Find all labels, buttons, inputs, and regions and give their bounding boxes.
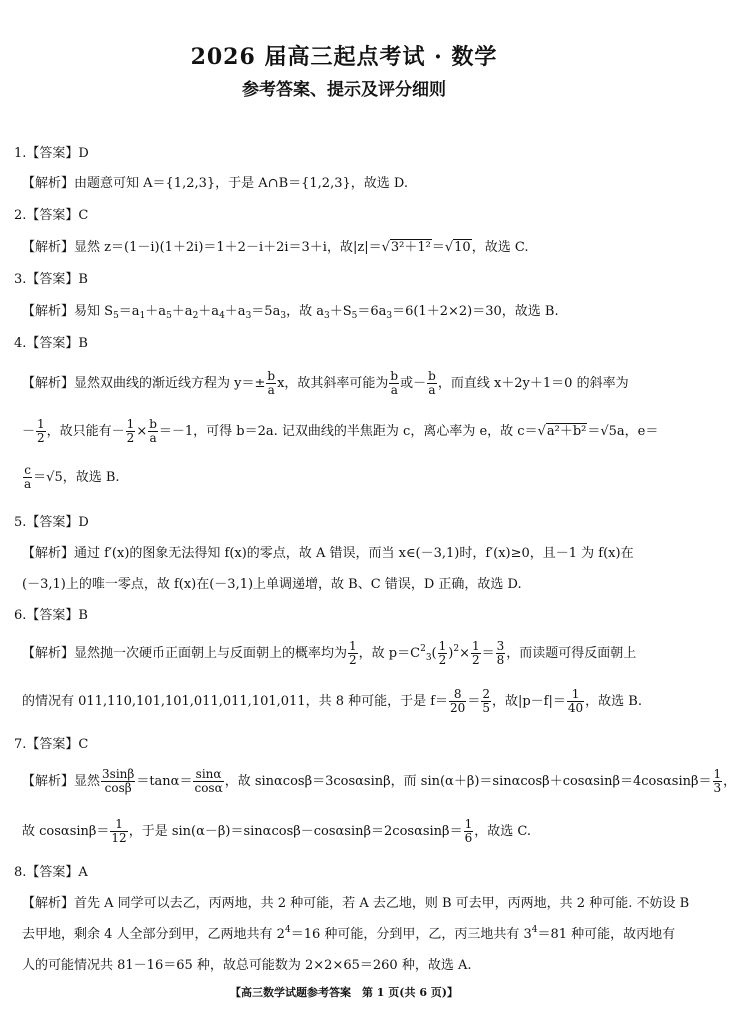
question-4-answer: 4.【答案】B — [14, 336, 88, 351]
question-3-answer: 3.【答案】B — [14, 272, 88, 287]
question-3-analysis: 【解析】易知 $S_5=a_1+a_5+a_2+a_4+a_3=5a_3$，故 $a_3+S_5=6a_3=6(1+2\times 2)=30$，故选 B. — [22, 304, 559, 321]
question-2-analysis: 【解析】显然 z＝(1－i)(1＋2i)＝1＋2－i＋2i＝3＋i，故|z|＝√3²＋1²＝√10，故选 C. — [22, 240, 529, 255]
page-title: 2026 届高三起点考试 · 数学 — [190, 44, 498, 70]
question-5-analysis-line1: 【解析】通过 f′(x)的图象无法得知 f(x)的零点，故 A 错误，而当 x∈(－3,1)时，f′(x)≥0，且－1 为 f(x)在 — [22, 546, 634, 561]
question-1-analysis: 【解析】由题意可知 A＝{1,2,3}，于是 A∩B＝{1,2,3}，故选 D. — [22, 176, 408, 191]
question-7-analysis-line1: 【解析】显然 $\frac{3\sin\beta}{\cos\beta}$ ＝tanα＝ $\frac{\sin\alpha}{\cos\alpha}$ ，故 sinαcosβ＝3cosαsinβ，而 sin(α＋β)＝sinαcosβ＋cosαsinβ＝4cosαsinβ＝ $\frac{1}{3}$ ， — [22, 767, 736, 795]
question-8-analysis-line2: 去甲地，剩余 4 人全部分到甲，乙两地共有 $2^4=16$ 种可能，分到甲，乙，丙三地共有 $3^4=81$ 种可能，故丙地有 — [22, 925, 676, 942]
question-1-answer: 1.【答案】D — [14, 146, 89, 161]
question-4-analysis-line1: 【解析】显然双曲线的渐近线方程为 y＝± $\frac{b}{a}$ x，故其斜率可能为 $\frac{b}{a}$ 或－ $\frac{b}{a}$ ，而直线 x＋2y＋1＝0 的斜率为 — [22, 369, 629, 397]
question-8-analysis-line3: 人的可能情况共 81－16＝65 种，故总可能数为 2×2×65＝260 种，故选 A. — [22, 958, 472, 973]
question-6-analysis-line1: 【解析】显然抛一次硬币正面朝上与反面朝上的概率均为 $\frac{1}{2}$ ，故 $p=C^2_3$( $\frac{1}{2}$ )$^2$× $\frac{1}{2}$ ＝ $\frac{3}{8}$ ，而读题可得反面朝上 — [22, 639, 637, 667]
question-5-analysis-line2: (－3,1)上的唯一零点，故 f(x)在(－3,1)上单调递增，故 B、C 错误，D 正确，故选 D. — [22, 577, 522, 592]
question-4-analysis-line3: $\frac{c}{a}$ ＝√5，故选 B. — [24, 463, 120, 491]
question-7-analysis-line2: 故 cosαsinβ＝ $\frac{1}{12}$ ，于是 sin(α－β)＝sinαcosβ－cosαsinβ＝2cosαsinβ＝ $\frac{1}{6}$ ，故选 C. — [22, 817, 531, 845]
page-footer: 【高三数学试题参考答案 第 1 页(共 6 页)】 — [229, 986, 459, 999]
page-subtitle: 参考答案、提示及评分细则 — [242, 80, 446, 100]
question-4-analysis-line2: － $\frac{1}{2}$ ，故只能有－ $\frac{1}{2}$ × $\frac{b}{a}$ ＝－1，可得 b＝2a. 记双曲线的半焦距为 c，离心率为 e，故 c＝√a²＋b²＝√5a，e＝ — [22, 417, 659, 445]
question-7-answer: 7.【答案】C — [14, 737, 89, 752]
question-6-answer: 6.【答案】B — [14, 608, 88, 623]
question-8-analysis-line1: 【解析】首先 A 同学可以去乙，丙两地，共 2 种可能，若 A 去乙地，则 B 可去甲，丙两地，共 2 种可能. 不妨设 B — [22, 896, 690, 911]
question-5-answer: 5.【答案】D — [14, 515, 89, 530]
question-8-answer: 8.【答案】A — [14, 865, 88, 880]
question-2-answer: 2.【答案】C — [14, 208, 89, 223]
question-6-analysis-line2: 的情况有 011,110,101,101,011,011,101,011，共 8 种可能，于是 f＝ $\frac{8}{20}$ ＝ $\frac{2}{5}$ ，故|p－f|＝ $\frac{1}{40}$ ，故选 B. — [22, 687, 642, 715]
